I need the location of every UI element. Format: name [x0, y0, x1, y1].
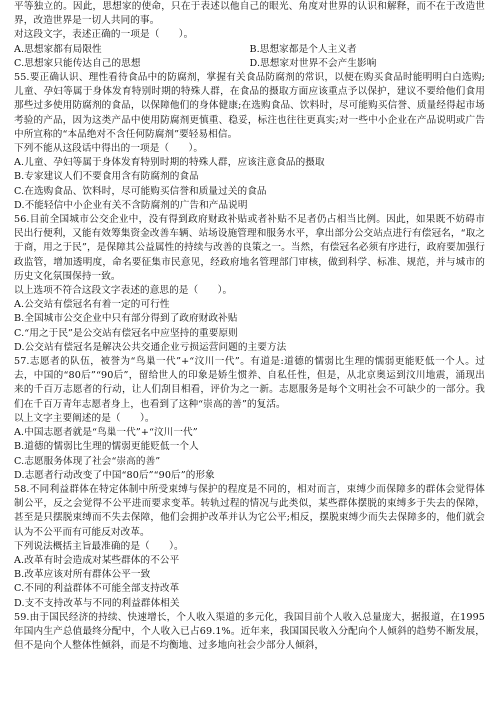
q56-passage: 56.目前全国城市公交企业中，没有得到政府财政补贴或者补贴不足者仍占相当比例。因此，如果既不妨碍市民出行便利，又能有效筹集资金改善车辆、站场设施管理和服务水平，拿出部分公交站点进行有偿冠名，“取之于商，用之于民”，是保障其公益属性的持续与改善的良策之一。当然，有偿冠名必须有序进行，政府要加强行政监管，增加透明度，命名要征集市民意见，经政府地名管理部门审核，做到科学、标准、规范，并与城市的历史文化氛围保持一致。 — [14, 214, 485, 282]
q56-option-c[interactable]: C.“用之于民”是公交站有偿冠名中应坚持的重要原则 — [14, 327, 238, 339]
q55-passage: 55.要正确认识、理性看待食品中的防腐剂，掌握有关食品防腐剂的常识，以便在购买食品时能明明白白选购;儿童、孕妇等属于身体发育特别时期的特殊人群，在食品的摄取方面应该重点予以保护，建议不要给他们食用那些过多使用防腐剂的食品，以保障他们的身体健康;在选购食品、饮料时，尽可能购买信誉、质量经得起市场考验的产品，因为这类产品中使用防腐剂更慎重、稳妥，标注也往往更真实;对一些中小企业在产品说明或广告中所宣称的“本品绝对不含任何防腐剂”要轻易相信。 — [14, 72, 485, 140]
q54-prompt: 对这段文字，表述正确的一项是（ ）。 — [14, 29, 194, 41]
q54-option-d[interactable]: D.思想家对世界不会产生影响 — [249, 57, 377, 69]
q58-passage: 58.不同利益群体在特定体制中所受束缚与保护的程度是不同的，相对而言，束缚少而保障多的群体会觉得体制公平，反之会觉得不公平进而要求变革。转轨过程的情况与此类似，某些群体摆脱的束缚多于失去的保障，甚至是只摆脱束缚而不失去保障，他们会拥护改革并认为它公平;相反，摆脱束缚少而失去保障多的，他们就会认为不公平而有可能反对改革。 — [14, 483, 485, 538]
q58-option-a[interactable]: A.改革有时会造成对某些群体的不公平 — [14, 554, 180, 566]
q56-prompt: 以上选项不符合这段文字表述的意思的是（ ）。 — [14, 285, 233, 297]
q55-option-b[interactable]: B.专家建议人们不要食用含有防腐剂的食品 — [14, 171, 199, 183]
q58-option-d[interactable]: D.支不支持改革与不同的利益群体相关 — [14, 597, 180, 609]
q54-option-c[interactable]: C.思想家只能传达自己的思想 — [14, 57, 141, 69]
q58-option-c[interactable]: C.不同的利益群体不可能全部支持改革 — [14, 583, 180, 595]
q57-option-d[interactable]: D.志愿者行动改变了中国“80后”“90后”的形象 — [14, 469, 215, 481]
q58-option-b[interactable]: B.改革应该对所有群体公平一致 — [14, 569, 151, 581]
q57-option-a[interactable]: A.中国志愿者就是“鸟巢一代”+“汶川一代” — [14, 427, 198, 439]
q55-prompt: 下列不能从这段话中得出的一项是（ ）。 — [14, 143, 204, 155]
q55-option-d[interactable]: D.不能轻信中小企业有关不含防腐剂的广告和产品说明 — [14, 199, 248, 211]
q55-option-a[interactable]: A.儿童、孕妇等属于身体发育特别时期的特殊人群，应该注意食品的摄取 — [14, 157, 325, 169]
q57-prompt: 以上文字主要阐述的是（ ）。 — [14, 412, 155, 424]
q59-passage: 59.由于国民经济的持续、快速增长，个人收入渠道的多元化，我国目前个人收入总量庞大，据报道，在1995年国内生产总值最终分配中，个人收入已占69.1%。近年来，我国国民收入分配向个人倾斜的趋势不断发展，但不是向个人整体性倾斜，而是不均衡地、过多地向社会少部分人倾斜， — [14, 611, 485, 652]
q54-options-row-1 — [14, 43, 485, 57]
q54-option-a[interactable]: A.思想家都有局限性 — [14, 43, 102, 55]
q54-options-row-2 — [14, 57, 485, 71]
q57-option-c[interactable]: C.志愿服务体现了社会“崇高的善” — [14, 455, 161, 467]
q56-option-b[interactable]: B.全国城市公交企业中只有部分得到了政府财政补贴 — [14, 313, 238, 325]
q54-option-b[interactable]: B.思想家都是个人主义者 — [249, 43, 357, 55]
q56-option-d[interactable]: D.公交站有偿冠名是解决公共交通企业亏损运营问题的主要方法 — [14, 341, 287, 353]
q55-option-c[interactable]: C.在选购食品、饮料时，尽可能购买信誉和质量过关的食品 — [14, 185, 267, 197]
q58-prompt: 下列说法概括主旨最准确的是（ ）。 — [14, 540, 184, 552]
q57-passage: 57.志愿者的队伍，被誉为“鸟巢一代”+“汶川一代”。有道是:道德的懦弱比生理的懦弱更能贬低一个人。过去，中国的“80后”“90后”，留给世人的印象是娇生惯养、自私任性，但是，从北京奥运到汶川地震，涌现出来的千百万志愿者的行动，让人们刮目相看，评价为之一新。志愿服务是每个文明社会不可缺少的一部分。我们在千百万青年志愿者身上，也看到了这种“崇高的善”的复活。 — [14, 356, 485, 410]
q54-passage-tail: 平等独立的。因此，思想家的使命，只在于表述以他自己的眼光、角度对世界的认识和解释，而不在于改造世界，改造世界是一切人共同的事。 — [14, 1, 485, 27]
q56-option-a[interactable]: A.公交站有偿冠名有着一定的可行性 — [14, 299, 170, 311]
q57-option-b[interactable]: B.道德的懦弱比生理的懦弱更能贬低一个人 — [14, 441, 199, 453]
